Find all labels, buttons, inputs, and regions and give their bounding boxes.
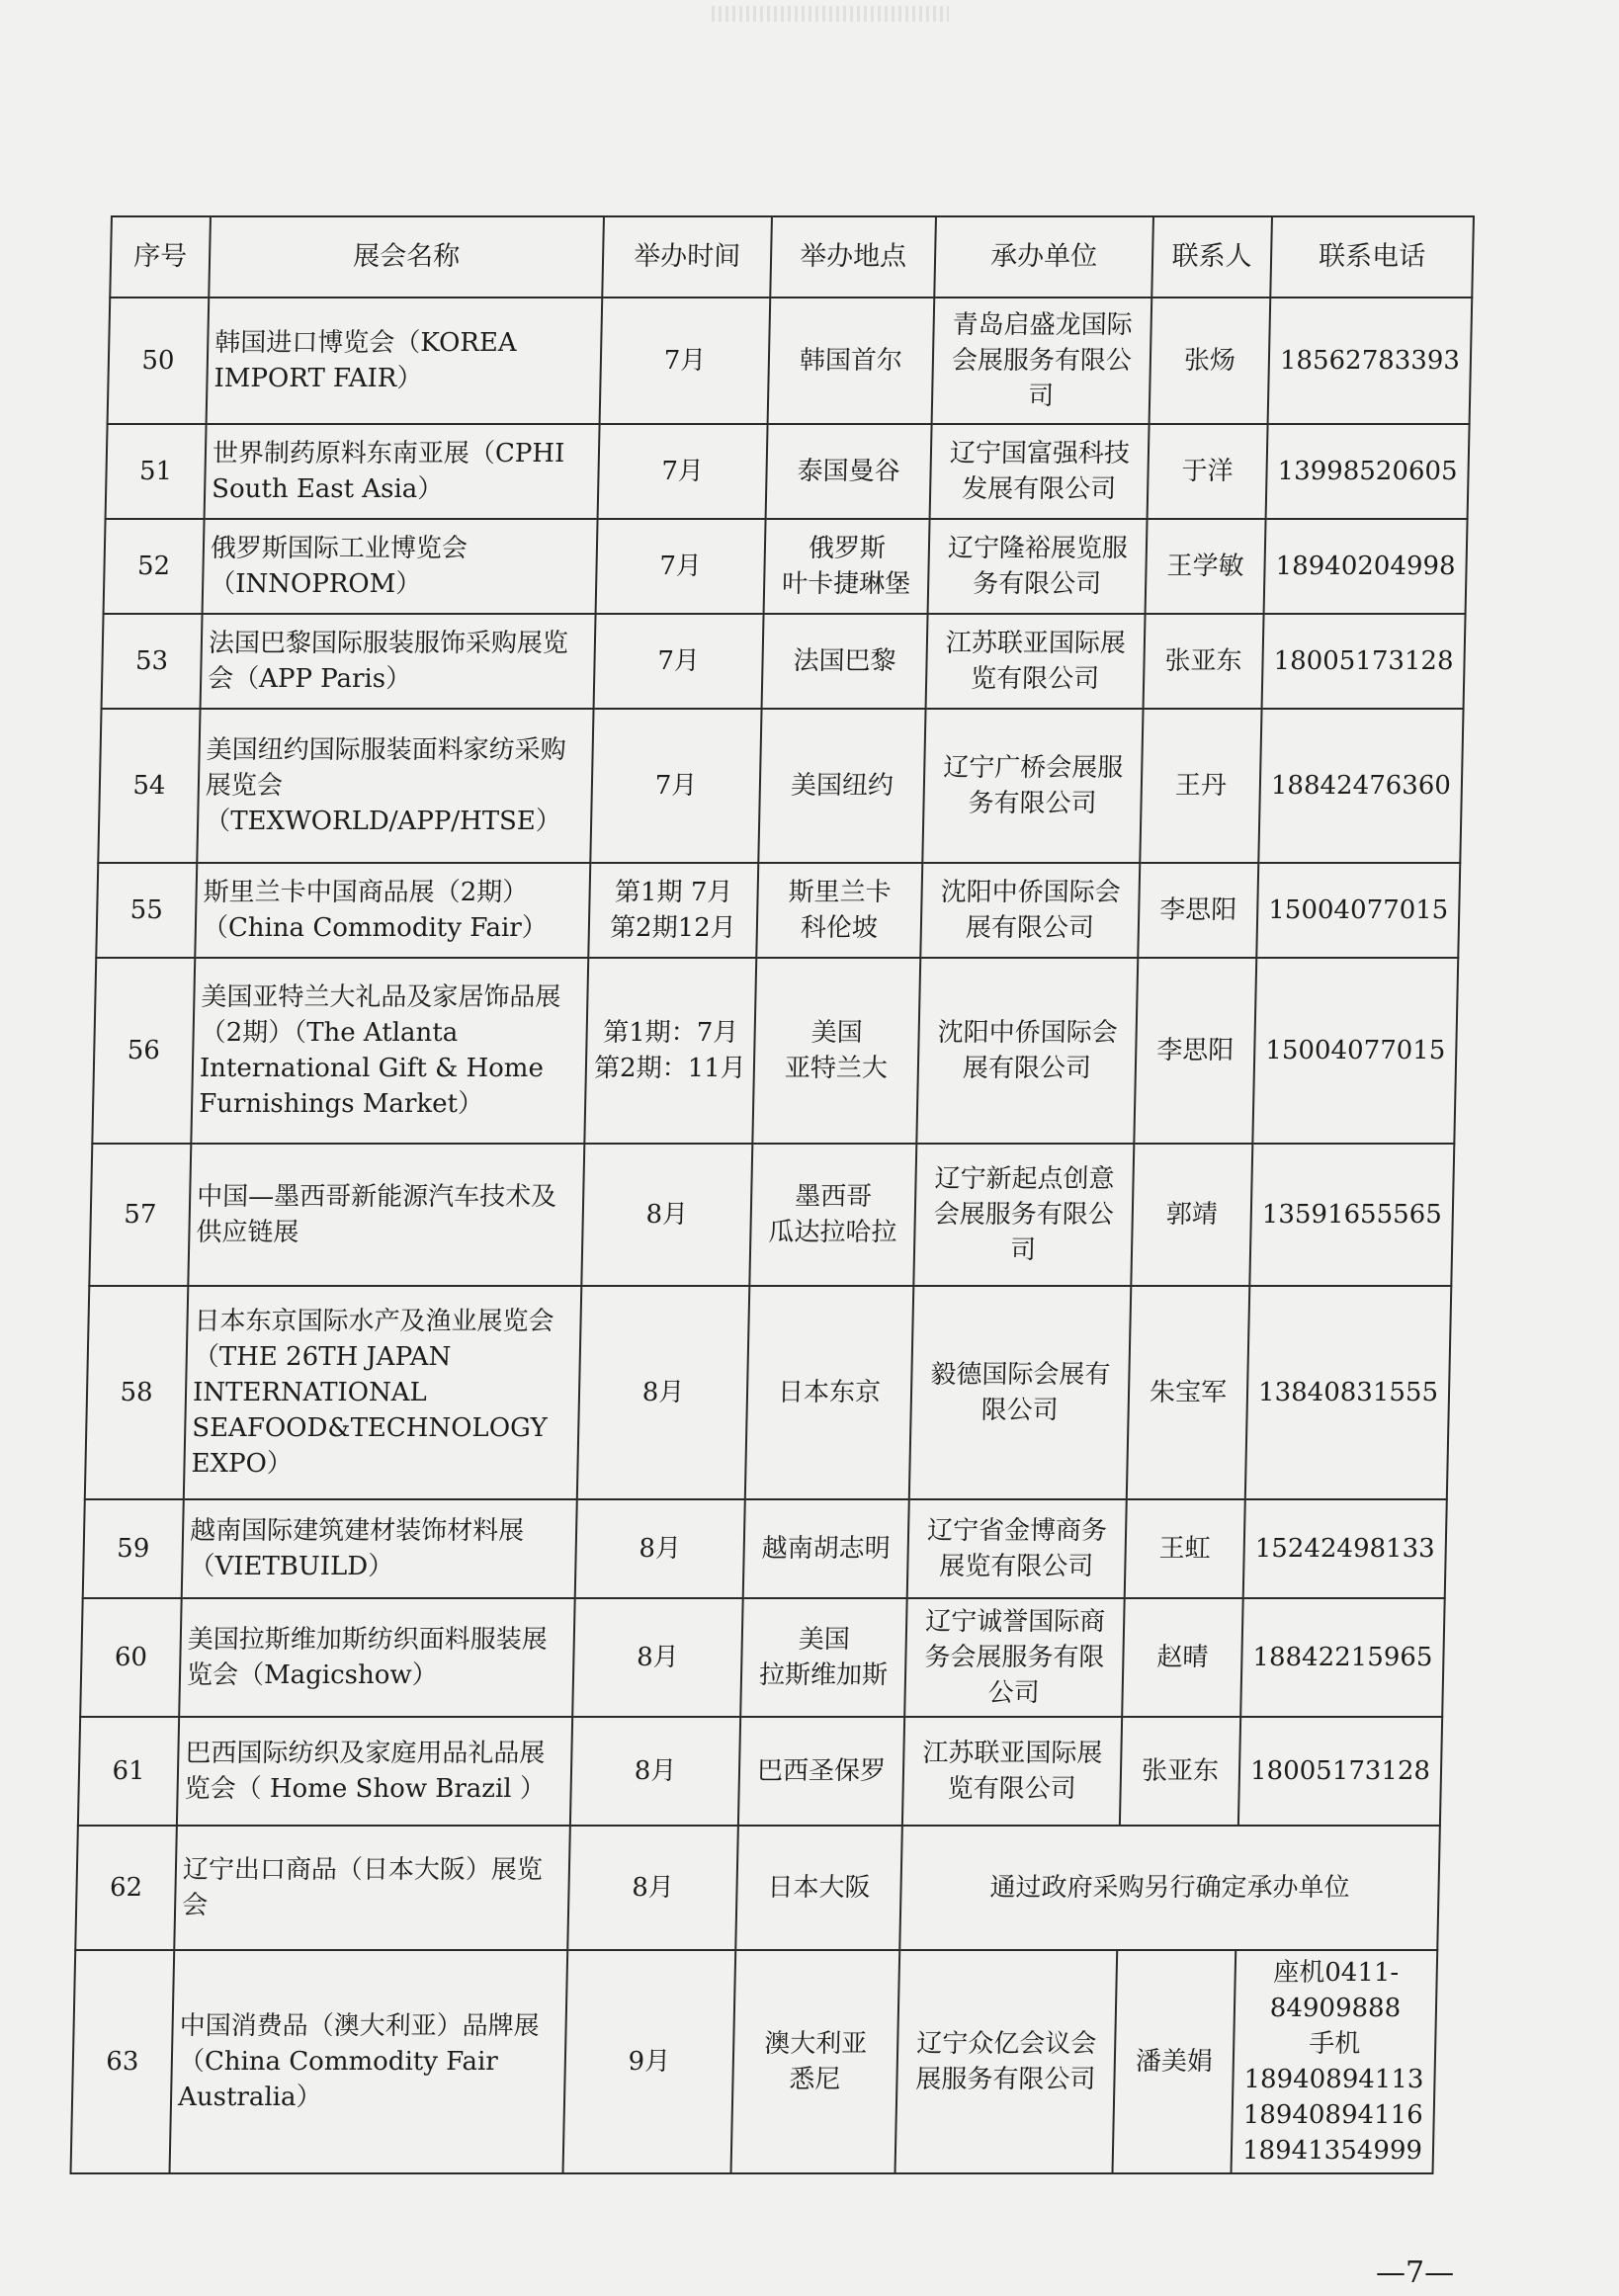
cell-phone: 13591655565 bbox=[1249, 1144, 1454, 1286]
cell-place: 巴西圣保罗 bbox=[738, 1717, 904, 1826]
cell-time: 8月 bbox=[575, 1499, 745, 1598]
cell-contact: 朱宝军 bbox=[1127, 1286, 1250, 1499]
table-row bbox=[89, 1144, 1454, 1286]
cell-time: 8月 bbox=[577, 1286, 750, 1499]
cell-phone: 15242498133 bbox=[1243, 1499, 1447, 1598]
cell-no: 56 bbox=[92, 958, 195, 1144]
cell-org: 辽宁众亿会议会展服务有限公司 bbox=[895, 1950, 1118, 2173]
cell-org: 辽宁国富强科技发展有限公司 bbox=[930, 424, 1150, 519]
header-phone: 联系电话 bbox=[1270, 216, 1474, 298]
cell-name: 世界制药原料东南亚展（CPHI South East Asia） bbox=[205, 424, 600, 519]
cell-org: 辽宁新起点创意会展服务有限公司 bbox=[913, 1144, 1134, 1286]
cell-name: 法国巴黎国际服装服饰采购展览会（APP Paris） bbox=[201, 614, 596, 709]
cell-name: 越南国际建筑建材装饰材料展（VIETBUILD） bbox=[182, 1499, 577, 1598]
cell-place: 越南胡志明 bbox=[743, 1499, 909, 1598]
cell-place: 美国 亚特兰大 bbox=[752, 958, 920, 1144]
table-row bbox=[108, 298, 1473, 424]
cell-place: 日本东京 bbox=[745, 1286, 914, 1499]
header-contact: 联系人 bbox=[1151, 216, 1272, 298]
cell-contact: 潘美娟 bbox=[1113, 1950, 1236, 2173]
header-name: 展会名称 bbox=[209, 216, 604, 298]
cell-place: 日本大阪 bbox=[735, 1826, 902, 1950]
table-row bbox=[98, 709, 1463, 863]
cell-contact: 李思阳 bbox=[1138, 863, 1258, 958]
cell-org: 辽宁省金博商务展览有限公司 bbox=[907, 1499, 1127, 1598]
cell-contact: 王学敏 bbox=[1146, 519, 1266, 614]
table-row bbox=[92, 958, 1458, 1144]
cell-time: 7月 bbox=[600, 298, 771, 424]
cell-place: 斯里兰卡 科伦坡 bbox=[756, 863, 922, 958]
cell-org: 沈阳中侨国际会展有限公司 bbox=[920, 863, 1140, 958]
cell-place: 美国 拉斯维加斯 bbox=[740, 1598, 907, 1717]
cell-contact: 王丹 bbox=[1140, 709, 1261, 863]
cell-phone: 13998520605 bbox=[1266, 424, 1470, 519]
cell-place: 俄罗斯 叶卡捷琳堡 bbox=[764, 519, 930, 614]
cell-place: 美国纽约 bbox=[758, 709, 925, 863]
cell-phone: 18005173128 bbox=[1262, 614, 1466, 709]
cell-contact: 李思阳 bbox=[1134, 958, 1256, 1144]
table-row bbox=[85, 1286, 1452, 1499]
cell-no: 54 bbox=[98, 709, 200, 863]
cell-no: 50 bbox=[108, 298, 210, 424]
cell-no: 61 bbox=[78, 1717, 179, 1826]
cell-org: 辽宁诚誉国际商务会展服务有限公司 bbox=[904, 1598, 1125, 1717]
cell-org: 毅德国际会展有限公司 bbox=[909, 1286, 1132, 1499]
cell-no: 51 bbox=[106, 424, 207, 519]
cell-time: 7月 bbox=[594, 614, 764, 709]
cell-phone: 15004077015 bbox=[1256, 863, 1460, 958]
header-no: 序号 bbox=[110, 216, 211, 298]
cell-no: 52 bbox=[104, 519, 205, 614]
cell-name: 美国纽约国际服装面料家纺采购展览会（TEXWORLD/APP/HTSE） bbox=[197, 709, 593, 863]
cell-name: 巴西国际纺织及家庭用品礼品展览会（ Home Show Brazil ） bbox=[177, 1717, 572, 1826]
page-number: —7— bbox=[1376, 2255, 1455, 2290]
cell-name: 辽宁出口商品（日本大阪）展览会 bbox=[174, 1826, 570, 1950]
cell-time: 7月 bbox=[598, 424, 768, 519]
cell-contact: 张亚东 bbox=[1120, 1717, 1240, 1826]
cell-name: 日本东京国际水产及渔业展览会（THE 26TH JAPAN INTERNATIONAL SEAFOOD&TECHNOLOGY EXPO） bbox=[184, 1286, 582, 1499]
cell-contact: 张炀 bbox=[1150, 298, 1271, 424]
cell-org: 沈阳中侨国际会展有限公司 bbox=[916, 958, 1138, 1144]
cell-org: 江苏联亚国际展览有限公司 bbox=[902, 1717, 1122, 1826]
cell-org: 江苏联亚国际展览有限公司 bbox=[926, 614, 1146, 709]
cell-name: 韩国进口博览会（KOREA IMPORT FAIR） bbox=[207, 298, 603, 424]
cell-time: 第1期 7月 第2期12月 bbox=[588, 863, 758, 958]
table-row bbox=[83, 1499, 1447, 1598]
cell-phone: 13840831555 bbox=[1245, 1286, 1452, 1499]
table-row bbox=[106, 424, 1470, 519]
cell-merged-org: 通过政府采购另行确定承办单位 bbox=[899, 1826, 1440, 1950]
cell-no: 55 bbox=[96, 863, 197, 958]
cell-org: 辽宁隆裕展览服务有限公司 bbox=[928, 519, 1148, 614]
cell-contact: 于洋 bbox=[1148, 424, 1268, 519]
table-row bbox=[75, 1826, 1440, 1950]
cell-place: 澳大利亚 悉尼 bbox=[731, 1950, 900, 2173]
cell-place: 泰国曼谷 bbox=[766, 424, 932, 519]
cell-time: 8月 bbox=[567, 1826, 738, 1950]
cell-no: 62 bbox=[75, 1826, 177, 1950]
cell-contact: 赵晴 bbox=[1122, 1598, 1243, 1717]
cell-no: 58 bbox=[85, 1286, 189, 1499]
cell-contact: 郭靖 bbox=[1131, 1144, 1252, 1286]
table-row bbox=[96, 863, 1460, 958]
cell-name: 中国消费品（澳大利亚）品牌展（China Commodity Fair Australia） bbox=[170, 1950, 568, 2173]
cell-phone: 18940204998 bbox=[1264, 519, 1468, 614]
cell-phone: 18842215965 bbox=[1240, 1598, 1445, 1717]
cell-phone: 15004077015 bbox=[1252, 958, 1458, 1144]
cell-phone: 18005173128 bbox=[1238, 1717, 1442, 1826]
cell-place: 墨西哥 瓜达拉哈拉 bbox=[749, 1144, 916, 1286]
table-row bbox=[78, 1717, 1442, 1826]
cell-org: 青岛启盛龙国际会展服务有限公司 bbox=[932, 298, 1152, 424]
cell-time: 8月 bbox=[581, 1144, 752, 1286]
cell-place: 法国巴黎 bbox=[762, 614, 928, 709]
cell-contact: 王虹 bbox=[1125, 1499, 1245, 1598]
cell-time: 8月 bbox=[572, 1598, 743, 1717]
cell-no: 59 bbox=[83, 1499, 184, 1598]
cell-time: 7月 bbox=[590, 709, 761, 863]
cell-phone: 座机0411-84909888 手机 18940894113 18940894116 18941354999 bbox=[1232, 1950, 1438, 2173]
table-row bbox=[80, 1598, 1445, 1717]
cell-time: 第1期：7月 第2期：11月 bbox=[584, 958, 756, 1144]
cell-time: 9月 bbox=[563, 1950, 736, 2173]
cell-no: 57 bbox=[89, 1144, 191, 1286]
table-header-row bbox=[110, 216, 1474, 298]
cell-org: 辽宁广桥会展服务有限公司 bbox=[922, 709, 1143, 863]
header-place: 举办地点 bbox=[770, 216, 936, 298]
cell-no: 60 bbox=[80, 1598, 182, 1717]
cell-name: 美国拉斯维加斯纺织面料服装展览会（Magicshow） bbox=[179, 1598, 575, 1717]
cell-no: 53 bbox=[102, 614, 203, 709]
cell-name: 美国亚特兰大礼品及家居饰品展（2期）（The Atlanta International Gift & Home Furnishings Market） bbox=[191, 958, 588, 1144]
exhibition-table bbox=[69, 215, 1475, 2174]
cell-contact: 张亚东 bbox=[1144, 614, 1264, 709]
cell-no: 63 bbox=[71, 1950, 175, 2173]
header-time: 举办时间 bbox=[602, 216, 772, 298]
cell-name: 中国—墨西哥新能源汽车技术及供应链展 bbox=[188, 1144, 584, 1286]
table-row bbox=[71, 1950, 1438, 2173]
cell-time: 7月 bbox=[596, 519, 766, 614]
table-row bbox=[104, 519, 1468, 614]
cell-name: 俄罗斯国际工业博览会（INNOPROM） bbox=[203, 519, 598, 614]
table-row bbox=[102, 614, 1466, 709]
cell-phone: 18842476360 bbox=[1258, 709, 1463, 863]
cell-name: 斯里兰卡中国商品展（2期）（China Commodity Fair） bbox=[195, 863, 590, 958]
header-org: 承办单位 bbox=[934, 216, 1153, 298]
cell-place: 韩国首尔 bbox=[768, 298, 935, 424]
cell-phone: 18562783393 bbox=[1268, 298, 1473, 424]
scan-artifact bbox=[712, 6, 949, 22]
cell-time: 8月 bbox=[570, 1717, 740, 1826]
